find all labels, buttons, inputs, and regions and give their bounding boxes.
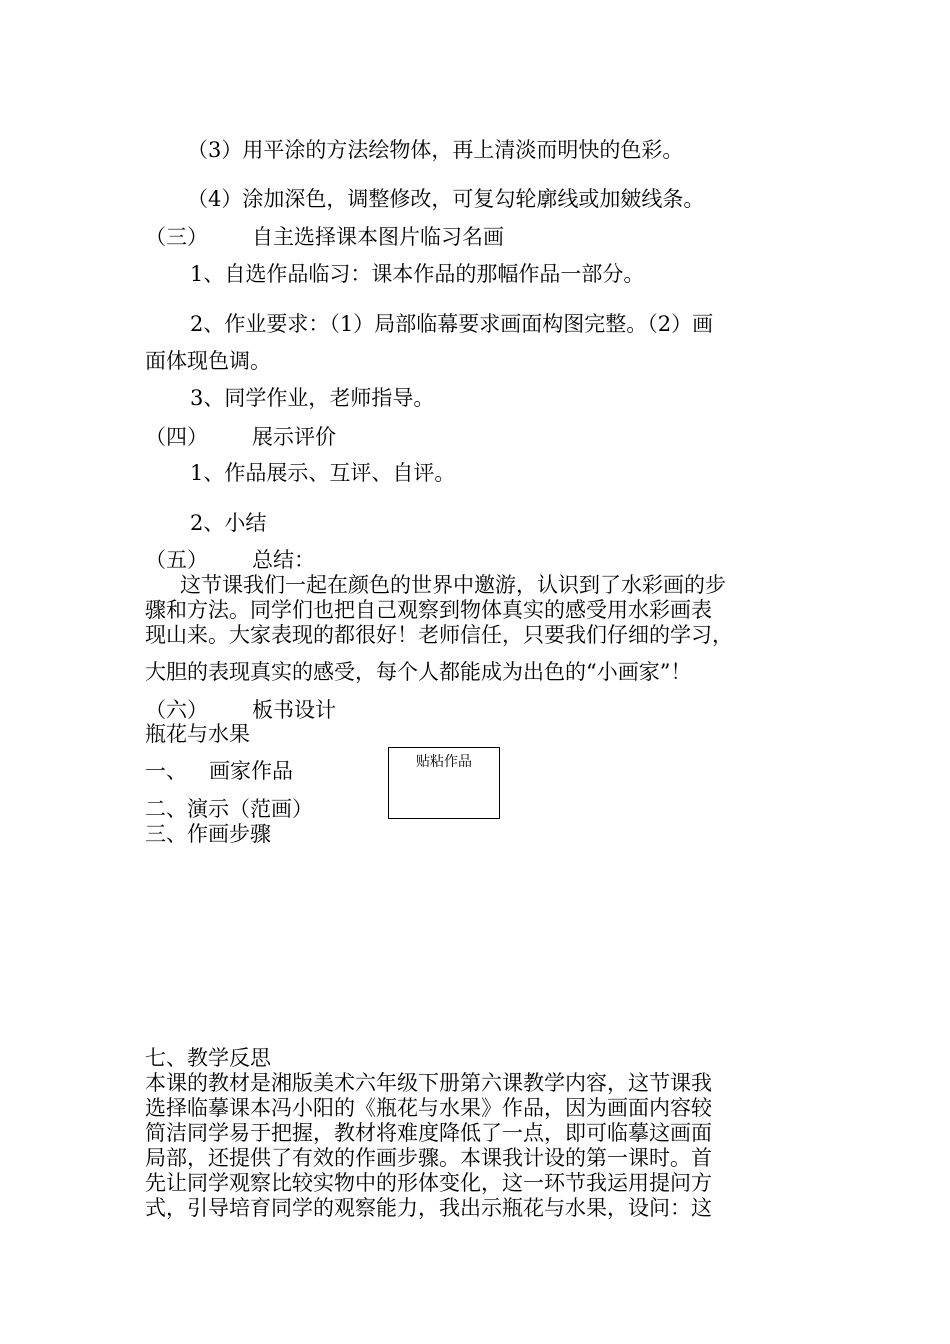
- board-item-2: 二、演示（范画）: [145, 797, 313, 821]
- section-5-heading: [145, 548, 315, 572]
- board-title: 瓶花与水果: [145, 722, 250, 746]
- section-5-number: （五）: [145, 548, 208, 572]
- reflection-line-5: 先让同学观察比较实物中的形体变化，这一环节我运用提问方: [145, 1171, 712, 1195]
- section-3-item-2-continued: 面体现色调。: [145, 349, 271, 373]
- reflection-line-2: 选择临摹课本冯小阳的《瓶花与水果》作品，因为画面内容较: [145, 1096, 712, 1120]
- section-4-item-1: 1、作品展示、互评、自评。: [190, 461, 456, 485]
- section-3-number: （三）: [145, 225, 208, 249]
- summary-line-1: 这节课我们一起在颜色的世界中邀游，认识到了水彩画的步: [180, 573, 726, 597]
- section-3-heading: [145, 225, 504, 249]
- paste-artwork-label: 贴粘作品: [416, 754, 472, 770]
- paste-artwork-box: [388, 747, 500, 819]
- section-6-number: （六）: [145, 698, 208, 722]
- summary-line-3: 现山来。大家表现的都很好！老师信任，只要我们仔细的学习，: [145, 623, 733, 647]
- board-item-3: 三、作画步骤: [145, 822, 271, 846]
- section-7-title: 七、教学反思: [145, 1046, 271, 1070]
- section-5-title: 总结：: [252, 548, 315, 572]
- section-3-item-2: 2、作业要求：（1）局部临幕要求画面构图完整。（2）画: [190, 312, 714, 336]
- board-item-1-number: 一、: [145, 759, 187, 783]
- section-6-heading: [145, 698, 336, 722]
- section-4-number: （四）: [145, 425, 208, 449]
- reflection-line-6: 式，引导培育同学的观察能力，我出示瓶花与水果，设问：这: [145, 1196, 712, 1220]
- board-item-1-text: 画家作品: [209, 759, 293, 783]
- section-3-title: 自主选择课本图片临习名画: [252, 225, 504, 249]
- reflection-line-4: 局部，还提供了有效的作画步骤。本课我计设的第一课时。首: [145, 1146, 712, 1170]
- section-3-item-3: 3、同学作业，老师指导。: [190, 386, 435, 410]
- section-3-item-1: 1、自选作品临习：课本作品的那幅作品一部分。: [190, 262, 645, 286]
- reflection-line-3: 简洁同学易于把握，教材将难度降低了一点，即可临摹这画面: [145, 1121, 712, 1145]
- summary-line-2: 骤和方法。同学们也把自己观察到物体真实的感受用水彩画表: [145, 598, 712, 622]
- step-3: （3）用平涂的方法绘物体，再上清淡而明快的色彩。: [187, 138, 684, 162]
- section-4-item-2: 2、小结: [190, 511, 267, 535]
- summary-line-4: 大胆的表现真实的感受，每个人都能成为出色的“小画家”！: [145, 660, 692, 684]
- section-4-heading: [145, 425, 336, 449]
- section-4-title: 展示评价: [252, 425, 336, 449]
- section-6-title: 板书设计: [252, 698, 336, 722]
- reflection-line-1: 本课的教材是湘版美术六年级下册第六课教学内容，这节课我: [145, 1071, 712, 1095]
- board-item-1: [145, 759, 293, 783]
- step-4: （4）涂加深色，调整修改，可复勾轮廓线或加皴线条。: [187, 187, 705, 211]
